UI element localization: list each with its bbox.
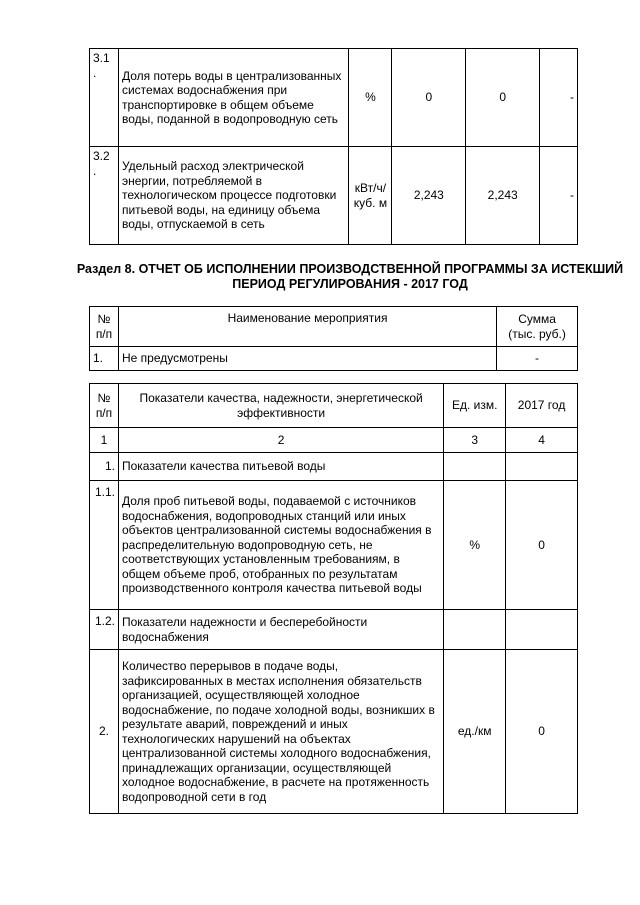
row-name: Удельный расход электрической энергии, потребляемой в технологическом процессе подготовки питьевой воды, на единицу объема воды, отпускаемой в сеть	[118, 147, 349, 245]
row-value: 0	[506, 650, 578, 814]
table-row	[90, 650, 578, 814]
row-value	[506, 610, 578, 650]
row-value: 0	[506, 481, 578, 610]
row-unit: %	[349, 49, 392, 147]
row-number: 3.1 .	[90, 49, 119, 147]
row-unit	[444, 610, 506, 650]
row-name: Показатели надежности и бесперебойности водоснабжения	[118, 610, 443, 650]
row-value-3: -	[540, 147, 578, 245]
row-number: 1.2.	[90, 610, 119, 650]
table-row	[90, 610, 578, 650]
table-row	[90, 347, 578, 371]
row-value-2: 2,243	[466, 147, 540, 245]
row-value	[506, 453, 578, 481]
row-number: 3.2 .	[90, 147, 119, 245]
table-row	[90, 481, 578, 610]
row-number: 2.	[90, 650, 119, 814]
row-name: Не предусмотрены	[118, 347, 496, 371]
col-year-header: 2017 год	[506, 384, 578, 428]
col-name-header: Показатели качества, надежности, энергетической эффективности	[118, 384, 443, 428]
column-number-row	[90, 428, 578, 453]
row-name: Количество перерывов в подаче воды, зафиксированных в местах исполнения обязательств организацией, осуществляющей холодное водоснабжение, по подаче холодной воды, возникших в результате аварий, повреждений и иных технологических нарушений на объектах централизованной системы холодного водоснабжения, принадлежащих организации, осуществляющей холодное водоснабжение, в расчете на протяженность водопроводной сети в год	[118, 650, 443, 814]
indicators-table-continued	[89, 48, 578, 245]
row-unit: %	[444, 481, 506, 610]
table-header-row	[90, 384, 578, 428]
table-row	[90, 147, 578, 245]
table-row	[90, 453, 578, 481]
col-index: 4	[506, 428, 578, 453]
row-name: Показатели качества питьевой воды	[118, 453, 443, 481]
table-header-row	[90, 307, 578, 347]
quality-indicators-table	[89, 383, 578, 814]
row-value-1: 0	[392, 49, 466, 147]
section-heading: Раздел 8. ОТЧЕТ ОБ ИСПОЛНЕНИИ ПРОИЗВОДСТВЕННОЙ ПРОГРАММЫ ЗА ИСТЕКШИЙ ПЕРИОД РЕГУЛИРОВАНИЯ - 2017 ГОД	[76, 262, 624, 291]
table-row	[90, 49, 578, 147]
row-value-3: -	[540, 49, 578, 147]
col-unit-header: Ед. изм.	[444, 384, 506, 428]
row-value-2: 0	[466, 49, 540, 147]
row-name: Доля потерь воды в централизованных системах водоснабжения при транспортировке в общем объеме воды, поданной в водопроводную сеть	[118, 49, 349, 147]
col-number-header: № п/п	[90, 307, 119, 347]
row-unit: ед./км	[444, 650, 506, 814]
measures-table	[89, 306, 578, 371]
row-value-1: 2,243	[392, 147, 466, 245]
col-name-header: Наименование мероприятия	[118, 307, 496, 347]
row-sum: -	[497, 347, 578, 371]
col-index: 2	[118, 428, 443, 453]
row-unit	[444, 453, 506, 481]
row-number: 1.1.	[90, 481, 119, 610]
col-number-header: № п/п	[90, 384, 119, 428]
row-number: 1.	[90, 453, 119, 481]
col-index: 1	[90, 428, 119, 453]
col-index: 3	[444, 428, 506, 453]
row-name: Доля проб питьевой воды, подаваемой с источников водоснабжения, водопроводных станций или иных объектов централизованной системы водоснабжения в распределительную водопроводную сеть, не соответствующих установленным требованиям, в общем объеме проб, отобранных по результатам производственного контроля качества питьевой воды	[118, 481, 443, 610]
row-unit: кВт/ч/ куб. м	[349, 147, 392, 245]
col-sum-header: Сумма (тыс. руб.)	[497, 307, 578, 347]
row-number: 1.	[90, 347, 119, 371]
